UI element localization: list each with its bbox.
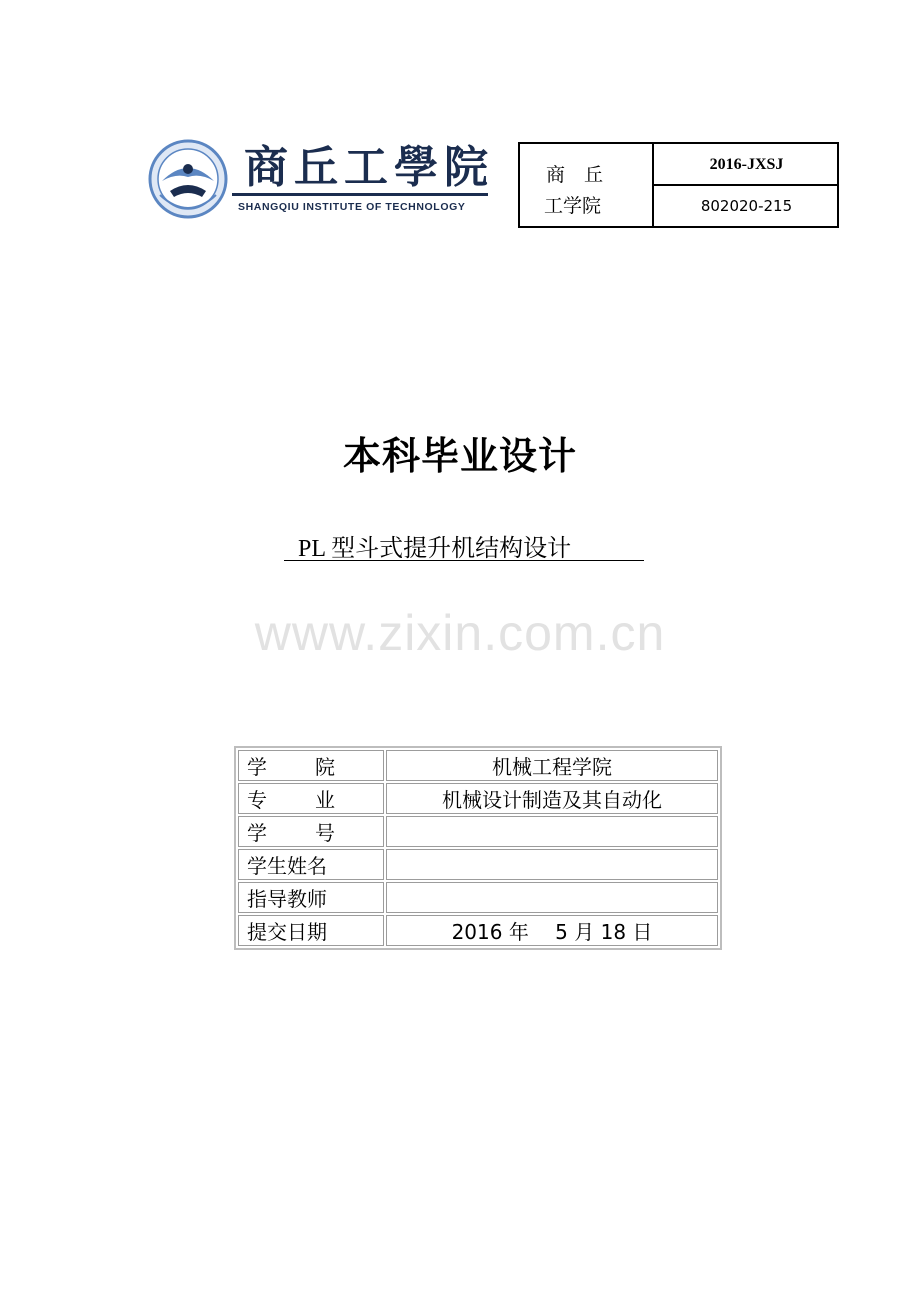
institution-line2: 工学院 xyxy=(544,195,602,217)
logo-divider xyxy=(232,193,488,196)
school-emblem-icon xyxy=(148,135,228,223)
college-label: 学院 xyxy=(238,750,384,781)
major-value: 机械设计制造及其自动化 xyxy=(386,783,718,814)
advisor-label: 指导教师 xyxy=(238,882,384,913)
document-number: 802020-215 xyxy=(700,197,793,215)
table-row xyxy=(238,882,718,913)
college-value: 机械工程学院 xyxy=(386,750,718,781)
student-name-value xyxy=(386,849,718,880)
submission-date-value: 2016 年 5 月 18 日 xyxy=(386,915,718,946)
table-row xyxy=(238,915,718,946)
logo-english-name: SHANGQIU INSTITUTE OF TECHNOLOGY xyxy=(238,201,466,213)
thesis-title-line xyxy=(284,526,644,561)
student-info-table xyxy=(234,746,722,950)
thesis-title: PL 型斗式提升机结构设计 xyxy=(298,536,572,562)
table-row xyxy=(238,849,718,880)
document-code: 2016-JXSJ xyxy=(654,144,839,186)
student-name-label: 学生姓名 xyxy=(238,849,384,880)
table-row xyxy=(238,783,718,814)
table-row xyxy=(238,750,718,781)
institution-line1: 商 丘 xyxy=(546,164,604,186)
logo-chinese-name: 商丘工學院 xyxy=(244,142,494,193)
school-logo xyxy=(148,135,493,225)
advisor-value xyxy=(386,882,718,913)
table-row xyxy=(238,816,718,847)
institution-cell xyxy=(520,144,654,226)
document-code-box xyxy=(518,142,839,228)
submission-date-label: 提交日期 xyxy=(238,915,384,946)
student-id-value xyxy=(386,816,718,847)
page-title: 本科毕业设计 xyxy=(342,434,577,478)
student-id-label: 学号 xyxy=(238,816,384,847)
major-label: 专业 xyxy=(238,783,384,814)
watermark: www.zixin.com.cn xyxy=(254,605,666,661)
